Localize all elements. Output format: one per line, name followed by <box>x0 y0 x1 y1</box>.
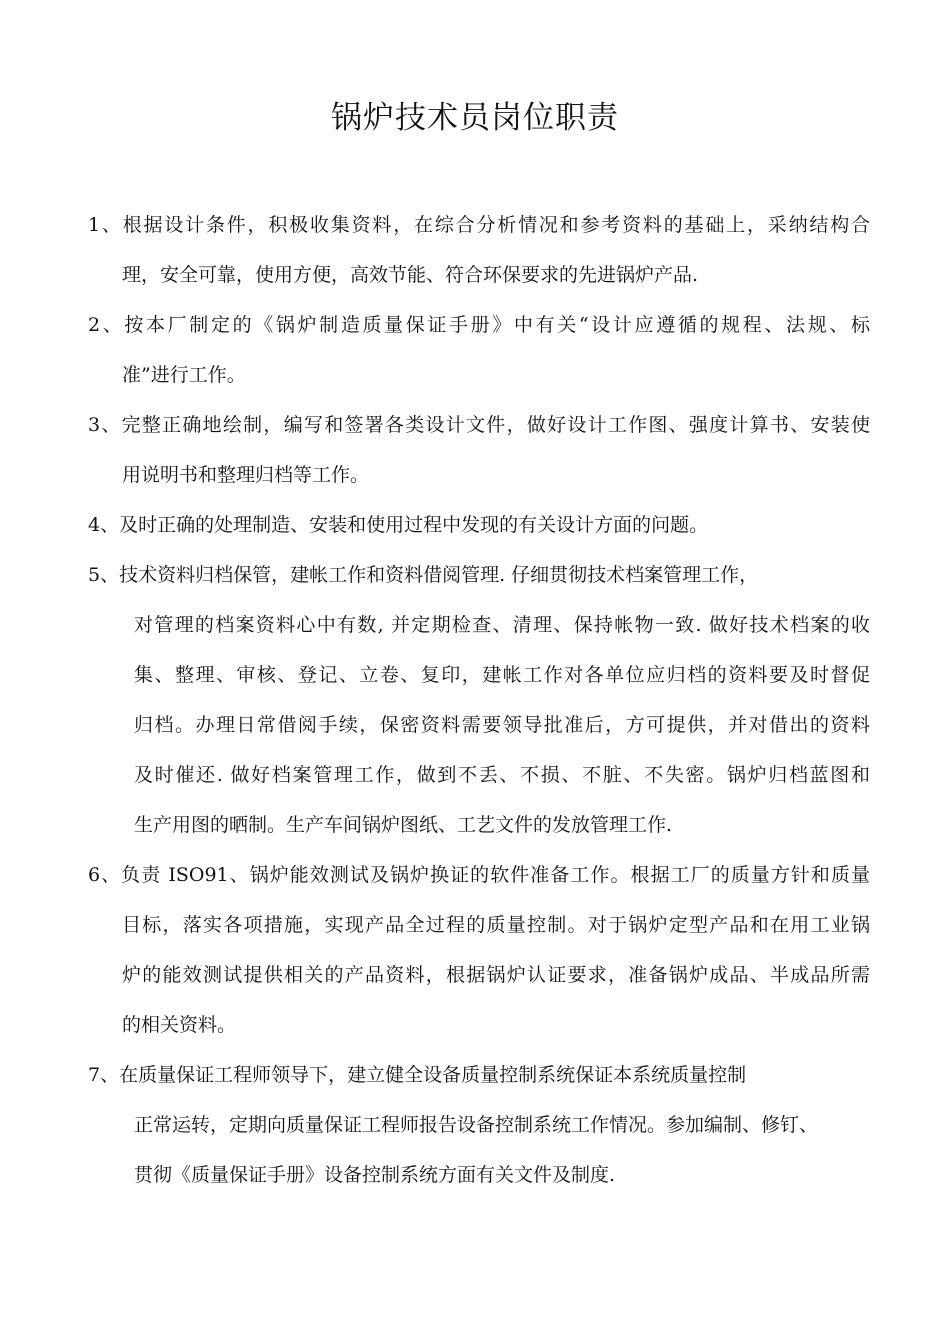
duty-item-7-line-3: 贯彻《质量保证手册》设备控制系统方面有关文件及制度. <box>134 1164 616 1186</box>
duty-item-5 <box>0 550 950 850</box>
duty-item-5-line-1: 5、技术资料归档保管，建帐工作和资料借阅管理. 仔细贯彻技术档案管理工作， <box>88 564 759 586</box>
duty-item-6 <box>0 850 950 1050</box>
duty-item-4 <box>0 500 950 550</box>
duty-item-4-line-1: 4、及时正确的处理制造、安装和使用过程中发现的有关设计方面的问题。 <box>88 514 709 536</box>
duty-item-6-line-2: 目标，落实各项措施，实现产品全过程的质量控制。对于锅炉定型产品和在用工业锅 <box>122 914 870 936</box>
duty-item-5-line-6: 生产用图的晒制。生产车间锅炉图纸、工艺文件的发放管理工作. <box>134 814 673 836</box>
duty-item-1-line-1: 1、根据设计条件，积极收集资料，在综合分析情况和参考资料的基础上，采纳结构合 <box>88 214 870 236</box>
duty-item-6-line-3: 炉的能效测试提供相关的产品资料，根据锅炉认证要求，准备锅炉成品、半成品所需 <box>122 964 870 986</box>
duty-item-1 <box>0 200 950 300</box>
duty-item-2-line-2: 准”进行工作。 <box>122 364 246 386</box>
duty-item-5-line-4: 归档。办理日常借阅手续，保密资料需要领导批准后，方可提供，并对借出的资料 <box>134 714 870 736</box>
duty-list <box>0 200 950 1200</box>
duty-item-6-line-4: 的相关资料。 <box>122 1014 237 1036</box>
duty-item-1-line-2: 理，安全可靠，使用方便，高效节能、符合环保要求的先进锅炉产品. <box>122 264 699 286</box>
duty-item-7-line-2: 正常运转，定期向质量保证工程师报告设备控制系统工作情况。参加编制、修钉、 <box>134 1114 819 1136</box>
duty-item-7 <box>0 1050 950 1200</box>
document-title: 锅炉技术员岗位职责 <box>331 100 619 136</box>
duty-item-5-line-5: 及时催还. 做好档案管理工作，做到不丢、不损、不脏、不失密。锅炉归档蓝图和 <box>134 764 870 786</box>
duty-item-3-line-1: 3、完整正确地绘制，编写和签署各类设计文件，做好设计工作图、强度计算书、安装使 <box>88 414 870 436</box>
duty-item-2 <box>0 300 950 400</box>
duty-item-3 <box>0 400 950 500</box>
duty-item-5-line-2: 对管理的档案资料心中有数, 并定期检查、清理、保持帐物一致. 做好技术档案的收 <box>134 614 870 636</box>
duty-item-2-line-1: 2、按本厂制定的《锅炉制造质量保证手册》中有关“设计应遵循的规程、法规、标 <box>88 314 870 336</box>
duty-item-7-line-1: 7、在质量保证工程师领导下，建立健全设备质量控制系统保证本系统质量控制 <box>88 1064 747 1086</box>
duty-item-5-line-3: 集、整理、审核、登记、立卷、复印，建帐工作对各单位应归档的资料要及时督促 <box>134 664 870 686</box>
duty-item-6-line-1: 6、负责 ISO91、锅炉能效测试及锅炉换证的软件准备工作。根据工厂的质量方针和质量 <box>88 864 870 886</box>
duty-item-3-line-2: 用说明书和整理归档等工作。 <box>122 464 370 486</box>
